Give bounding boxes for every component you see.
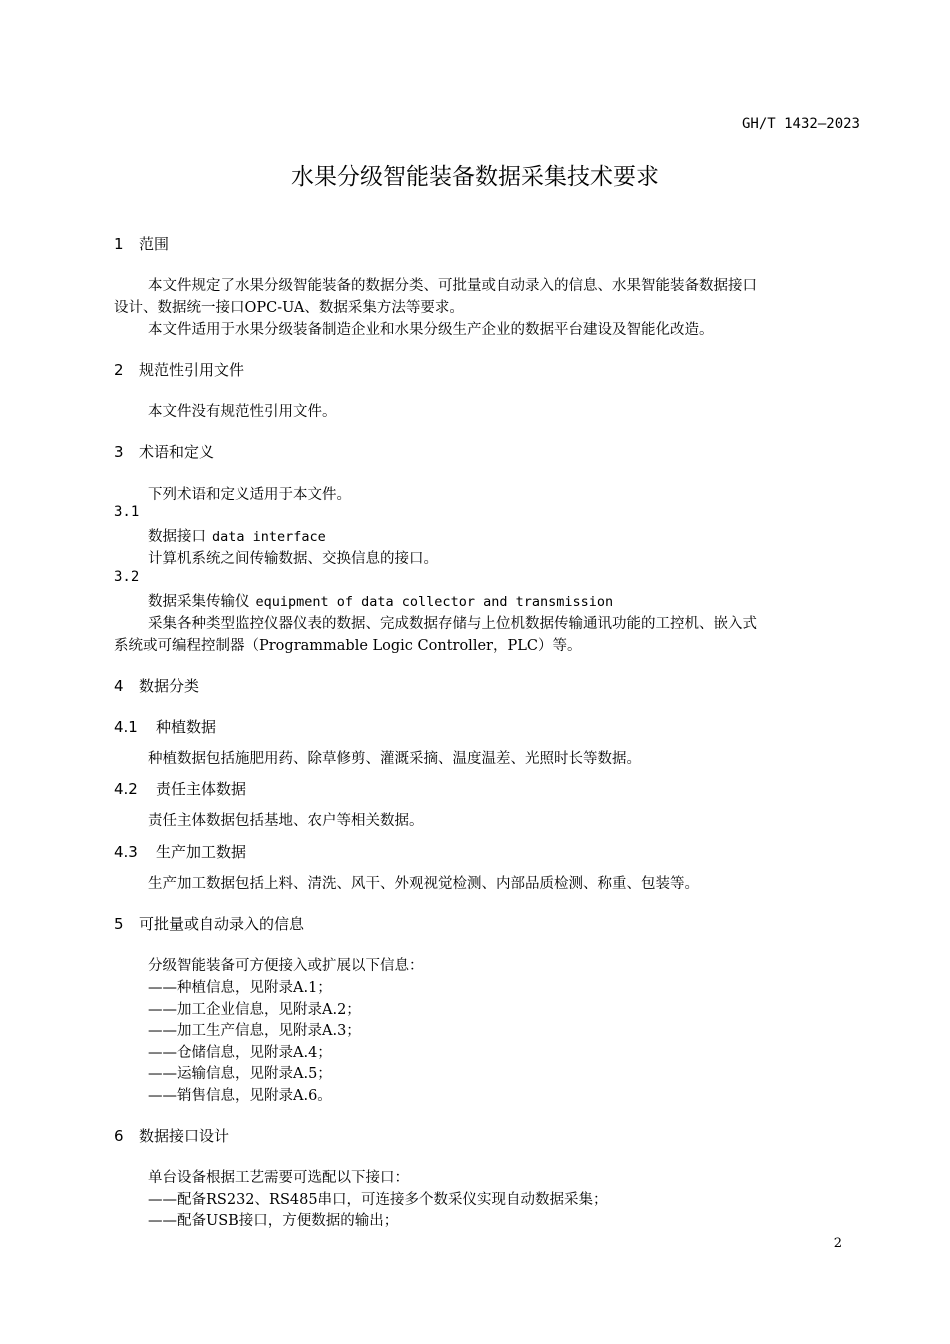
section-number: 3 [114,443,124,461]
paragraph: 本文件适用于水果分级装备制造企业和水果分级生产企业的数据平台建设及智能化改造。 [148,322,714,338]
subsection-heading [114,778,246,799]
list-item: ——运输信息，见附录A.5； [148,1066,332,1082]
section-title: 数据接口设计 [139,1127,230,1145]
paragraph: 种植数据包括施肥用药、除草修剪、灌溉采摘、温度温差、光照时长等数据。 [148,751,641,767]
list-item: ——配备USB接口，方便数据的输出； [148,1213,399,1229]
document-code: GH/T 1432—2023 [741,116,860,132]
section-title: 规范性引用文件 [139,361,245,379]
page-number: 2 [833,1236,842,1251]
term-zh: 数据采集传输仪 [148,594,250,610]
paragraph: 分级智能装备可方便接入或扩展以下信息： [148,958,424,974]
subsection-title: 生产加工数据 [156,843,247,861]
section-title: 范围 [139,235,170,253]
list-item: ——配备RS232、RS485串口，可连接多个数采仪实现自动数据采集； [148,1192,608,1208]
subsection-heading [114,716,216,737]
paragraph: 本文件规定了水果分级智能装备的数据分类、可批量或自动录入的信息、水果智能装备数据接口 [148,278,757,294]
term-definition: 计算机系统之间传输数据、交换信息的接口。 [148,551,438,567]
section-number: 6 [114,1127,124,1145]
paragraph: 责任主体数据包括基地、农户等相关数据。 [148,813,424,829]
term-zh: 数据接口 [148,529,206,545]
paragraph: 本文件没有规范性引用文件。 [148,404,337,420]
term-number: 3.2 [114,569,140,585]
section-number: 2 [114,361,124,379]
section-3-heading [114,441,214,462]
paragraph: 单台设备根据工艺需要可选配以下接口： [148,1170,409,1186]
section-number: 4 [114,677,124,695]
section-4-heading [114,675,199,696]
section-1-heading [114,233,169,254]
paragraph: 生产加工数据包括上料、清洗、风干、外观视觉检测、内部品质检测、称重、包装等。 [148,876,699,892]
term-en: data interface [212,529,326,545]
list-item: ——仓储信息，见附录A.4； [148,1045,332,1061]
term-en: equipment of data collector and transmission [255,594,614,610]
section-6-heading [114,1125,229,1146]
subsection-title: 种植数据 [156,718,217,736]
section-title: 数据分类 [139,677,200,695]
paragraph-continuation: 设计、数据统一接口OPC-UA、数据采集方法等要求。 [114,300,464,316]
section-number: 1 [114,235,124,253]
term-definition: 采集各种类型监控仪器仪表的数据、完成数据存储与上位机数据传输通讯功能的工控机、嵌入式 [148,616,757,632]
subsection-number: 4.1 [114,718,138,736]
subsection-heading [114,841,246,862]
list-item: ——销售信息，见附录A.6。 [148,1088,332,1104]
term-number: 3.1 [114,504,140,520]
list-item: ——加工生产信息，见附录A.3； [148,1023,361,1039]
term-definition-continuation: 系统或可编程控制器（Programmable Logic Controller，PLC）等。 [114,638,582,654]
list-item: ——种植信息，见附录A.1； [148,980,332,996]
section-2-heading [114,359,244,380]
list-item: ——加工企业信息，见附录A.2； [148,1002,361,1018]
section-title: 术语和定义 [139,443,215,461]
section-title: 可批量或自动录入的信息 [139,915,305,933]
subsection-title: 责任主体数据 [156,780,247,798]
subsection-number: 4.2 [114,780,138,798]
paragraph: 下列术语和定义适用于本文件。 [148,487,351,503]
document-title: 水果分级智能装备数据采集技术要求 [291,164,659,190]
subsection-number: 4.3 [114,843,138,861]
section-5-heading [114,913,304,934]
term-heading [148,525,326,546]
term-heading [148,590,613,611]
section-number: 5 [114,915,124,933]
